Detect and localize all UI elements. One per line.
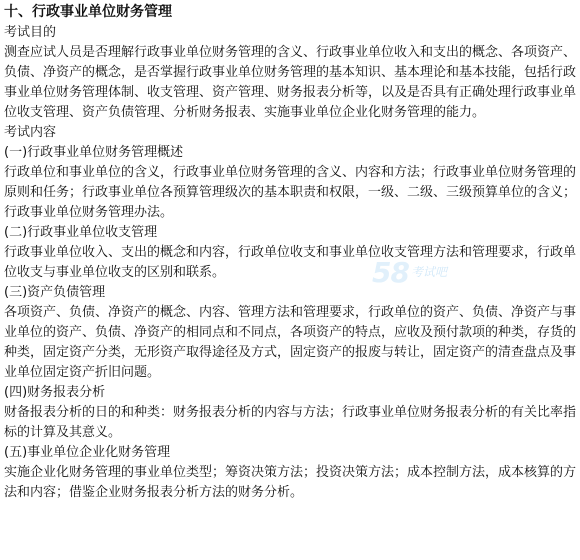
section-paragraph-2: 行政事业单位收入、支出的概念和内容，行政单位收支和事业单位收支管理方法和管理要求，行政单位收支与事业单位收支的区别和联系。 <box>4 245 577 280</box>
section-paragraph-5: 实施企业化财务管理的事业单位类型；筹资决策方法；投资决策方法；成本控制方法，成本核算的方法和内容；借鉴企业财务报表分析方法的财务分析。 <box>4 465 577 500</box>
watermark-text: 考试吧 <box>410 265 447 279</box>
section-paragraph-4: 财备报表分析的日的和种类：财务报表分析的内容与方法；行政事业单位财务报表分析的有关比率指标的计算及其意义。 <box>4 405 577 440</box>
document-title: 十、行政事业单位财务管理 <box>4 4 172 20</box>
objective-paragraph: 测查应试人员是否理解行政事业单位财务管理的含义、行政事业单位收入和支出的概念、各项资产、负债、净资产的概念，是否掌握行政事业单位财务管理的基本知识、基本理论和基本技能，包括行政事业单位财务管理体制、收支管理、资产管理、财务报表分析等，以及是否具有正确处理行政事业单位收支管理、资产负债管理、分析财务报表、实施事业单位企业化财务管理的能力。 <box>4 45 577 120</box>
section-heading-1: (一)行政事业单位财务管理概述 <box>4 145 184 160</box>
content-heading: 考试内容 <box>4 125 57 140</box>
watermark-number: 58 <box>372 256 409 289</box>
objective-heading: 考试目的 <box>4 25 57 40</box>
section-heading-5: (五)事业单位企业化财务管理 <box>4 445 171 460</box>
section-heading-2: (二)行政事业单位收支管理 <box>4 225 158 240</box>
document <box>4 2 576 503</box>
section-paragraph-1: 行政单位和事业单位的含义，行政事业单位财务管理的含义、内容和方法；行政事业单位财务管理的原则和任务；行政事业单位各预算管理级次的基本职责和权限，一级、二级、三级预算单位的含义；行政事业单位财务管理办法。 <box>4 165 577 220</box>
section-heading-4: (四)财务报表分析 <box>4 385 106 400</box>
section-paragraph-3: 各项资产、负债、净资产的概念、内容、管理方法和管理要求，行政单位的资产、负债、净资产与事业单位的资产、负债、净资产的相同点和不同点，各项资产的特点，应收及预付款项的种类，存货的种类，固定资产分类，无形资产取得途径及方式，固定资产的报废与转让，固定资产的清查盘点及事业单位固定资产折旧问题。 <box>4 305 577 380</box>
section-heading-3: (三)资产负债管理 <box>4 285 106 300</box>
